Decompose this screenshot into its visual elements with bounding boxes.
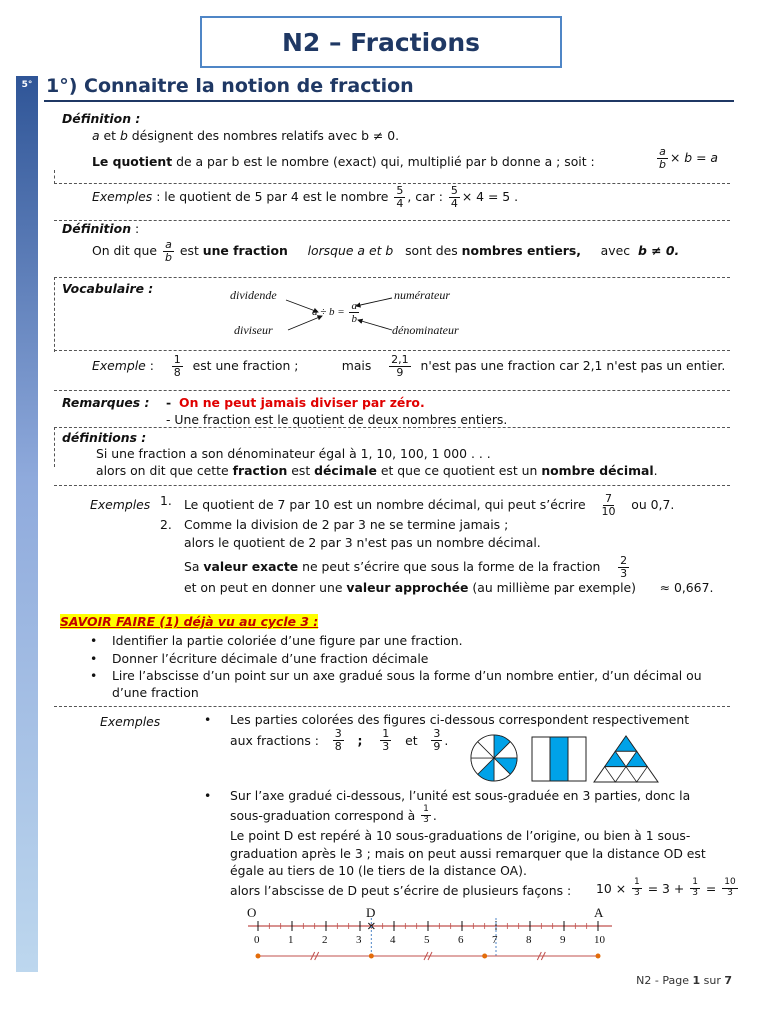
section-title: 1°) Connaitre la notion de fraction xyxy=(46,75,414,97)
frac-num: 1 xyxy=(423,804,429,814)
axis-label: 9 xyxy=(560,934,566,946)
axis-label: 2 xyxy=(322,934,328,946)
section-rule xyxy=(44,100,734,102)
examples3-item2-l1: Comme la division de 2 par 3 ne se termine jamais ; xyxy=(184,517,509,532)
frac-1-3-small xyxy=(421,805,431,826)
axis-label: 4 xyxy=(390,934,396,946)
eq-frac1 xyxy=(632,878,642,899)
footer-total: 7 xyxy=(724,974,732,987)
axis-label: 0 xyxy=(254,934,260,946)
example1-text-b: , car : xyxy=(407,189,443,205)
page-footer xyxy=(636,974,732,987)
examples3-item1-text: Le quotient de 7 par 10 est un nombre décimal, qui peut s’écrire xyxy=(184,497,586,513)
examples4-b1-l1: Les parties colorées des figures ci-dessous correspondent respectivement xyxy=(230,712,690,727)
divider xyxy=(54,427,55,467)
frac-den: 4 xyxy=(396,197,404,211)
bullet: • xyxy=(204,712,212,727)
example2-text-c: n'est pas une fraction car 2,1 n'est pas un entier. xyxy=(420,358,726,374)
examples4-b2-l3: Le point D est repéré à 10 sous-graduations de l’origine, ou bien à 1 sous- xyxy=(230,828,691,843)
frac-den: 9 xyxy=(396,366,404,380)
axis-label: 6 xyxy=(458,934,464,946)
def2-frac xyxy=(163,239,174,264)
frac-den: 3 xyxy=(620,567,628,581)
frac-num: 1 xyxy=(634,877,640,887)
divider xyxy=(54,277,730,278)
def2-text-g: avec xyxy=(600,243,631,259)
frac-num: a xyxy=(165,238,172,251)
axis-label: 10 xyxy=(594,934,605,946)
def1-frac-num: a xyxy=(659,145,666,158)
def3-l2f: nombre décimal xyxy=(541,463,654,478)
frac-num: 2 xyxy=(620,554,628,567)
l3b: valeur exacte xyxy=(203,559,299,575)
thirds-dot xyxy=(256,954,261,959)
eq-frac3 xyxy=(722,878,737,899)
b1l2: aux fractions : xyxy=(230,733,319,749)
examples4-b1-l2 xyxy=(230,728,448,753)
frac-num: 10 xyxy=(724,877,736,887)
frac-den: 9 xyxy=(433,740,441,754)
def2-text-h: b ≠ 0. xyxy=(637,243,680,259)
divider xyxy=(54,427,730,428)
def3-line1: Si une fraction a son dénominateur égal à 1, 10, 100, 1 000 . . . xyxy=(96,446,491,461)
def3-label: définitions : xyxy=(62,430,147,445)
remark-1 xyxy=(166,395,425,410)
examples4-b2-l6: alors l’abscisse de D peut s’écrire de plusieurs façons : xyxy=(230,883,572,898)
l4c: (au millième par exemple) xyxy=(468,580,637,595)
vocab-label: Vocabulaire : xyxy=(62,281,154,296)
savoir-item-cont: d’une fraction xyxy=(112,685,199,700)
example1-label: Exemples xyxy=(92,189,153,205)
vocab-diviseur: diviseur xyxy=(234,323,273,337)
frac-num: 5 xyxy=(450,184,458,197)
frac-3-8 xyxy=(333,728,344,753)
example2-text-a: est une fraction ; xyxy=(192,358,299,374)
examples4-b2-l1: Sur l’axe gradué ci-dessous, l’unité est sous-graduée en 3 parties, donc la xyxy=(230,788,691,803)
eq-b: = 3 + xyxy=(647,880,685,896)
def1-line2 xyxy=(92,154,595,169)
examples3-item1-b: ou 0,7. xyxy=(631,497,675,513)
def2-text-d: lorsque a et b xyxy=(307,243,394,259)
def2-text-f: nombres entiers, xyxy=(461,243,581,259)
footer-c: sur xyxy=(700,974,725,987)
sidebar-bar xyxy=(16,76,38,972)
frac-num: 3 xyxy=(334,727,342,740)
examples3-item2-l4 xyxy=(184,580,713,595)
divider xyxy=(54,183,730,184)
axis-label: 8 xyxy=(526,934,532,946)
savoir-list xyxy=(86,632,702,685)
divider xyxy=(54,390,730,391)
frac-num: 1 xyxy=(173,353,181,366)
footer-a: N2 - Page xyxy=(636,974,693,987)
abscissa-equation xyxy=(596,878,740,899)
def1-b: b xyxy=(119,128,128,143)
def3-l2d: décimale xyxy=(314,463,377,478)
frac-den: 8 xyxy=(173,366,181,380)
example2-frac2 xyxy=(389,354,411,379)
l3c: ne peut s’écrire que sous la forme de la fraction xyxy=(298,559,601,575)
l4d: ≈ 0,667. xyxy=(659,580,714,595)
def2-label: Définition xyxy=(62,221,132,236)
arrow xyxy=(288,316,322,330)
pie-figure xyxy=(471,735,517,781)
def3-l2g: . xyxy=(653,463,658,478)
list-item: • Lire l’abscisse d’un point sur un axe gradué sous la forme d’un nombre entier, d’un décimal ou xyxy=(86,667,702,685)
frac-den: b xyxy=(351,313,357,326)
example1-frac2 xyxy=(449,185,460,210)
l3a: Sa xyxy=(184,559,204,575)
point-O: O xyxy=(247,905,257,920)
remarks-label: Remarques : xyxy=(62,395,150,410)
thirds-dot xyxy=(482,954,487,959)
example2-text-b: mais xyxy=(341,358,372,374)
example1-text-c: × 4 = 5 . xyxy=(461,189,519,205)
def3-l2b: fraction xyxy=(232,463,288,478)
examples3-label: Exemples xyxy=(90,497,151,512)
frac-num: a xyxy=(351,300,357,312)
frac-1-3 xyxy=(380,728,391,753)
frac-den: 8 xyxy=(334,740,342,754)
frac-num: 1 xyxy=(382,727,390,740)
eq-frac2 xyxy=(690,878,700,899)
thirds-dot xyxy=(596,954,601,959)
frac-num: 1 xyxy=(692,877,698,887)
def1-label: Définition : xyxy=(62,111,141,126)
def2-text-b: est xyxy=(179,243,199,259)
examples4-b2-l4: graduation après le 3 ; mais on peut aussi remarquer que la distance OD est xyxy=(230,846,706,861)
remark-dash: - xyxy=(166,395,172,410)
l4b: valeur approchée xyxy=(346,580,469,595)
def1-frac-den: b xyxy=(659,158,666,172)
examples4-b2-l2 xyxy=(230,805,437,826)
number-line xyxy=(236,916,626,968)
def3-l2e: et que ce quotient est un xyxy=(376,463,542,478)
example2 xyxy=(92,354,725,379)
examples3-frac xyxy=(599,493,617,518)
frac-den: 3 xyxy=(423,814,429,825)
def3-l2a: alors on dit que cette xyxy=(96,463,233,478)
savoir-title-text: SAVOIR FAIRE (1) déjà vu au cycle 3 : xyxy=(60,614,319,629)
l4a: et on peut en donner une xyxy=(184,580,347,595)
frac-num: 5 xyxy=(396,184,404,197)
divider xyxy=(54,350,730,351)
def1-text: désignent des nombres relatifs avec xyxy=(127,128,362,143)
b2l2: sous-graduation correspond à xyxy=(230,807,416,823)
axis-group xyxy=(248,918,612,960)
def1-cond: b ≠ 0. xyxy=(361,128,400,143)
frac-den: 3 xyxy=(382,740,390,754)
def2-text-a: On dit que xyxy=(92,243,157,259)
vocab-expr-text: a ÷ b = xyxy=(312,306,345,319)
def3-l2c: est xyxy=(287,463,315,478)
arrow xyxy=(358,320,392,330)
end: . xyxy=(444,733,449,749)
frac-den: 3 xyxy=(634,887,640,898)
sidebar-label: 5° xyxy=(21,80,33,90)
sep: ; xyxy=(357,733,363,749)
examples3-frac2 xyxy=(618,555,629,580)
axis-label: 3 xyxy=(356,934,362,946)
frac-num: 3 xyxy=(433,727,441,740)
def1-line1 xyxy=(92,128,399,143)
vocab-denominateur: dénominateur xyxy=(392,323,459,337)
arrow xyxy=(286,300,318,312)
end: . xyxy=(432,807,437,823)
remark-2: - Une fraction est le quotient de deux nombres entiers. xyxy=(166,412,508,427)
list-item: • Identifier la partie coloriée d’une figure par une fraction. xyxy=(86,632,702,650)
rect-fill xyxy=(550,737,568,781)
example1 xyxy=(92,185,518,210)
axis-label: 7 xyxy=(492,934,498,946)
example1-frac xyxy=(394,185,405,210)
vocab-numerateur: numérateur xyxy=(394,288,450,302)
vocab-dividende: dividende xyxy=(230,288,277,302)
examples3-item2-l2: alors le quotient de 2 par 3 n'est pas un nombre décimal. xyxy=(184,535,541,550)
thirds-dot xyxy=(369,954,374,959)
title-box xyxy=(200,16,562,68)
def2-colon: : xyxy=(131,221,140,236)
rect-figure xyxy=(532,737,586,781)
axis-label: 5 xyxy=(424,934,430,946)
bullet: • xyxy=(204,788,212,803)
triangle-cell xyxy=(615,736,636,751)
frac-num: 7 xyxy=(604,492,612,505)
def2-text-c: une fraction xyxy=(202,243,288,259)
example2-label: Exemple xyxy=(92,358,146,374)
remark-1-text: On ne peut jamais diviser par zéro. xyxy=(179,395,425,410)
examples3-item2-l3 xyxy=(184,555,631,580)
example2-colon: : xyxy=(145,358,154,374)
divider xyxy=(54,220,730,221)
divider xyxy=(54,706,730,707)
def2-label-line xyxy=(62,221,139,236)
examples3-item1 xyxy=(184,493,674,518)
def3-line2 xyxy=(96,463,658,478)
examples4-label: Exemples xyxy=(100,714,161,729)
eq-a: 10 × xyxy=(596,880,627,896)
examples3-n2: 2. xyxy=(160,517,172,532)
def2-text-e: sont des xyxy=(405,243,458,259)
frac-3-9 xyxy=(431,728,442,753)
def1-a: a xyxy=(92,128,100,143)
def1-and: et xyxy=(99,128,120,143)
frac-den: 3 xyxy=(692,887,698,898)
frac-den: 10 xyxy=(601,505,616,519)
savoir-title xyxy=(60,614,318,629)
frac-den: 3 xyxy=(727,887,733,898)
def1-frac xyxy=(657,146,668,171)
def1-quotient: Le quotient xyxy=(92,154,173,169)
sep: et xyxy=(405,733,418,749)
def2-line xyxy=(92,239,679,264)
divider xyxy=(54,170,55,184)
def1-line2-text: de a par b est le nombre (exact) qui, multiplié par b donne a ; soit : xyxy=(172,154,595,169)
arrow xyxy=(356,298,392,306)
frac-den: 4 xyxy=(450,197,458,211)
def1-formula xyxy=(655,146,718,171)
fraction-figures xyxy=(460,734,660,786)
triangle-figure xyxy=(594,736,658,782)
frac-num: 2,1 xyxy=(391,353,409,366)
list-item: • Donner l’écriture décimale d’une fraction décimale xyxy=(86,650,702,668)
divider xyxy=(54,485,730,486)
example2-frac xyxy=(172,354,183,379)
def1-formula-rest: × b = a xyxy=(669,150,719,166)
examples3-n1: 1. xyxy=(160,493,172,508)
frac-den: b xyxy=(164,251,172,265)
vocab-arrows xyxy=(280,290,400,340)
axis-label: 1 xyxy=(288,934,294,946)
divider xyxy=(54,277,55,352)
point-A: A xyxy=(594,905,604,920)
point-D: D xyxy=(366,905,376,920)
example1-text-a: : le quotient de 5 par 4 est le nombre xyxy=(152,189,389,205)
footer-page: 1 xyxy=(692,974,701,987)
examples4-b2-l5: égale au tiers de 10 (le tiers de la distance OA). xyxy=(230,863,527,878)
eq-c: = xyxy=(705,880,717,896)
page-title: N2 – Fractions xyxy=(281,27,481,57)
